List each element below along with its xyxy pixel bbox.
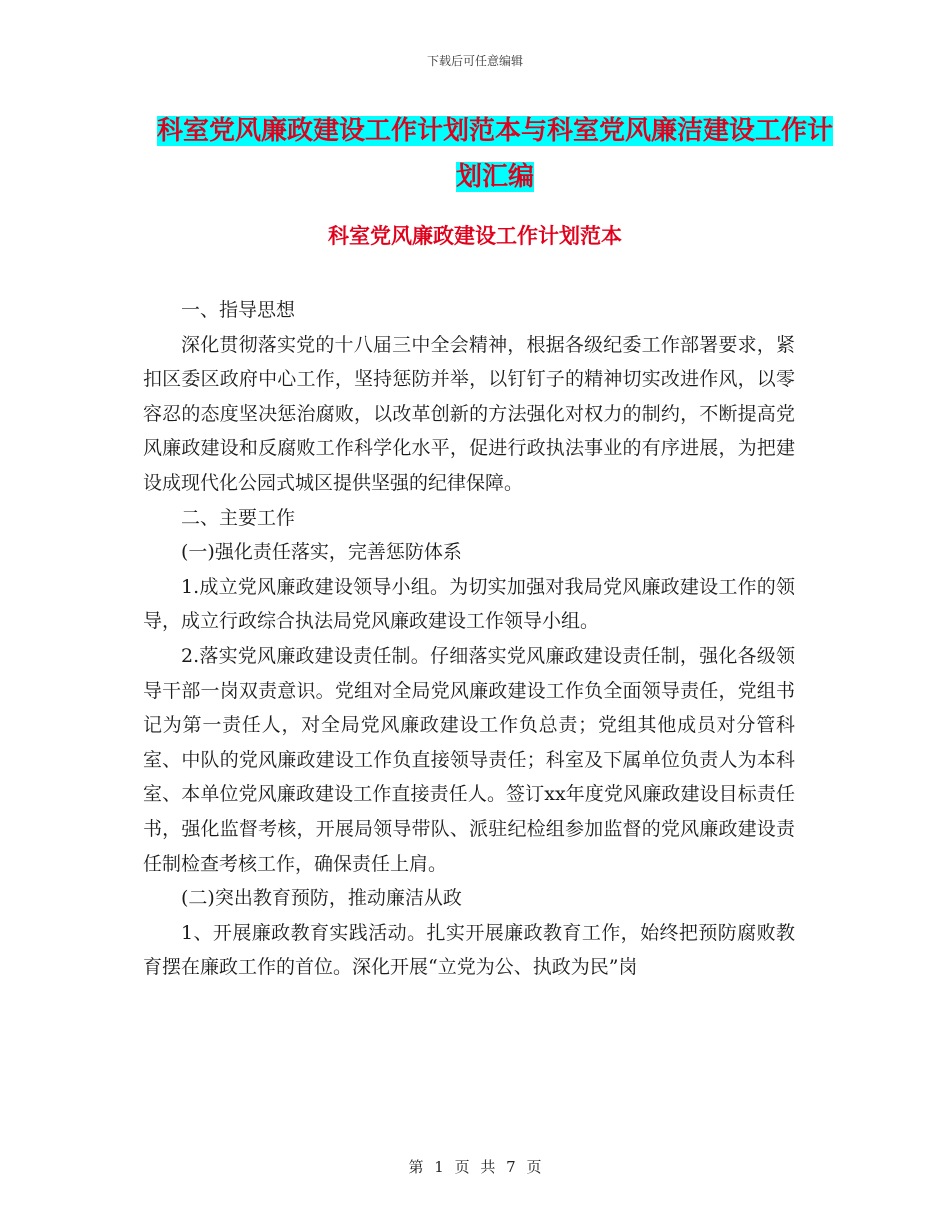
main-title xyxy=(150,108,840,200)
paragraph-responsibility-system: 2.落实党风廉政建设责任制。仔细落实党风廉政建设责任制，强化各级领导干部一岗双责意识。党组对全局党风廉政建设工作负全面领导责任，党组书记为第一责任人，对全局党风廉政建设工作负总责；党组其他成员对分管科室、中队的党风廉政建设工作负直接领导责任；科室及下属单位负责人为本科室、本单位党风廉政建设工作直接责任人。签订xx年度党风廉政建设目标责任书，强化监督考核，开展局领导带队、派驻纪检组参加监督的党风廉政建设责任制检查考核工作，确保责任上肩。 xyxy=(143,644,795,875)
paragraph-leading-group: 1.成立党风廉政建设领导小组。为切实加强对我局党风廉政建设工作的领导，成立行政综合执法局党风廉政建设工作领导小组。 xyxy=(143,575,795,633)
paragraph-guiding-ideology: 深化贯彻落实党的十八届三中全会精神，根据各级纪委工作部署要求，紧扣区委区政府中心工作，坚持惩防并举，以钉钉子的精神切实改进作风，以零容忍的态度坚决惩治腐败，以改革创新的方法强化对权力的制约，不断提高党风廉政建设和反腐败工作科学化水平，促进行政执法事业的有序进展，为把建设成现代化公园式城区提供坚强的纪律保障。 xyxy=(143,333,795,494)
main-title-text: 科室党风廉政建设工作计划范本与科室党风廉洁建设工作计划汇编 xyxy=(156,116,833,192)
heading-guiding-ideology: 一、指导思想 xyxy=(181,299,296,321)
heading-main-work: 二、主要工作 xyxy=(181,506,296,529)
body-text xyxy=(143,293,795,985)
subheading-responsibility: (一)强化责任落实，完善惩防体系 xyxy=(181,541,462,564)
header-note: 下载后可任意编辑 xyxy=(426,54,523,68)
page-number: 第 1 页 共 7 页 xyxy=(408,1158,542,1176)
subheading-education: (二)突出教育预防，推动廉洁从政 xyxy=(181,887,462,910)
paragraph-education-activity: 1、开展廉政教育实践活动。扎实开展廉政教育工作，始终把预防腐败教育摆在廉政工作的首位。深化开展“立党为公、执政为民”岗 xyxy=(143,921,795,979)
section-title: 科室党风廉政建设工作计划范本 xyxy=(328,223,622,248)
